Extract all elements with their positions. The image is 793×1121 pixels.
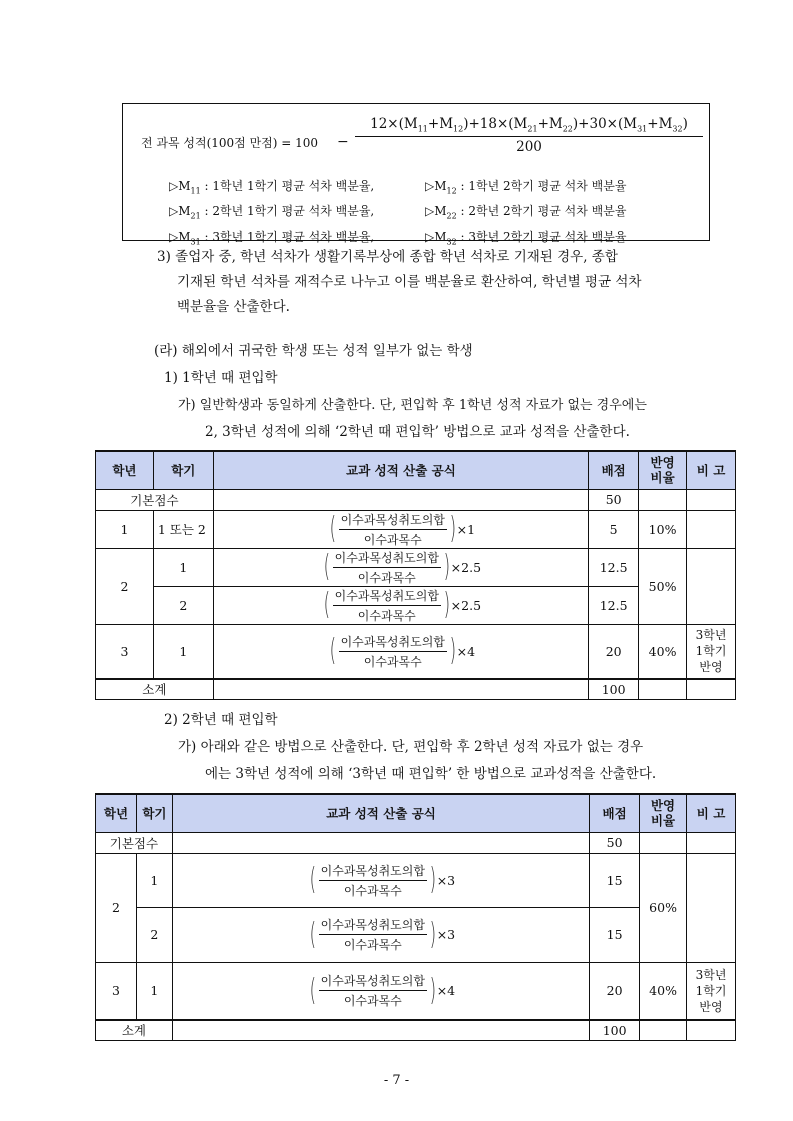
- sub1-ga-line2: 2, 3학년 성적에 의해 ‘2학년 때 편입학’ 방법으로 교과 성적을 산출한다.: [205, 424, 630, 440]
- subtotal-points: 100: [590, 1020, 640, 1040]
- definition-m31: $▷M_{31}$ : 3학년 1학기 평균 석차 백분율,: [169, 229, 375, 247]
- row-ratio: 40%: [640, 962, 687, 1020]
- row-semester: 1: [136, 962, 172, 1020]
- header-points: 배점: [590, 794, 640, 832]
- multiplier: ×2.5: [450, 597, 482, 613]
- formula-definitions: [169, 176, 626, 252]
- header-points: 배점: [589, 451, 639, 489]
- row-year: 1: [96, 510, 154, 548]
- row-note: [687, 510, 736, 548]
- row-semester: 1: [136, 853, 172, 907]
- header-formula: 교과 성적 산출 공식: [213, 451, 588, 489]
- sub2-ga-line2: 에는 3학년 성적에 의해 ‘3학년 때 편입학’ 한 방법으로 교과성적을 산출한다.: [205, 766, 657, 782]
- frac-denominator: 이수과목수: [357, 570, 416, 585]
- definition-m32: $▷M_{32}$ : 3학년 2학기 평균 석차 백분율: [425, 229, 627, 247]
- row-ratio: 60%: [640, 853, 687, 962]
- formula-minus: −: [337, 134, 349, 150]
- row-note: 3학년 1학기 반영: [687, 624, 736, 679]
- section-ra-heading: (라) 해외에서 귀국한 학생 또는 성적 일부가 없는 학생: [154, 343, 473, 359]
- row-semester: 1 또는 2: [153, 510, 213, 548]
- frac-denominator: 이수과목수: [363, 654, 422, 669]
- sub1-title: 1) 1학년 때 편입학: [164, 370, 278, 386]
- multiplier: ×3: [436, 872, 456, 888]
- sub1-ga-line1: 가) 일반학생과 동일하게 산출한다. 단, 편입학 후 1학년 성적 자료가 없는 경우에는: [178, 398, 647, 413]
- definition-m12: $▷M_{12}$ : 1학년 2학기 평균 석차 백분율: [425, 179, 627, 196]
- row-year: 2: [96, 548, 154, 624]
- frac-denominator: 이수과목수: [343, 938, 402, 952]
- row-year: 3: [96, 624, 154, 679]
- subtotal-label: 소계: [96, 679, 214, 699]
- row-ratio: 40%: [639, 624, 687, 679]
- base-score-points: 50: [589, 489, 639, 510]
- subtotal-label: 소계: [96, 1020, 173, 1040]
- base-score-label: 기본점수: [96, 832, 173, 853]
- row-ratio: 50%: [639, 548, 687, 624]
- page-number: - 7 -: [383, 1073, 410, 1088]
- row-formula: ( $\frac{\text{이수과목성취도의합}}{\text{이수과목수}}$ ) ×4: [213, 624, 588, 679]
- row-semester: 1: [153, 548, 213, 586]
- header-note: 비 고: [687, 451, 736, 489]
- multiplier: ×3: [436, 927, 456, 942]
- multiplier: ×4: [456, 643, 476, 659]
- frac-denominator: 이수과목수: [343, 883, 402, 898]
- row-points: 15: [590, 853, 640, 907]
- header-year: 학년: [96, 451, 154, 489]
- row-formula: ( $\frac{\text{이수과목성취도의합}}{\text{이수과목수}}$ ) ×4: [172, 962, 589, 1020]
- row-semester: 1: [153, 624, 213, 679]
- subtotal-points: 100: [589, 679, 639, 699]
- para3-line1: 3) 졸업자 중, 학년 석차가 생활기록부상에 종합 학년 석차로 기재된 경우, 종합: [157, 249, 618, 265]
- definition-m11: $▷M_{11}$ : 1학년 1학기 평균 석차 백분율,: [169, 179, 375, 196]
- row-points: 5: [589, 510, 639, 548]
- row-note: 3학년 1학기 반영: [687, 962, 736, 1020]
- frac-numerator: 이수과목성취도의합: [333, 549, 441, 568]
- definition-m22: $▷M_{22}$ : 2학년 2학기 평균 석차 백분율: [425, 204, 627, 221]
- formula-box: [122, 103, 710, 247]
- frac-numerator: 이수과목성취도의합: [339, 511, 447, 530]
- row-year: 2: [96, 853, 137, 962]
- base-score-formula: [172, 832, 589, 853]
- row-formula: ( $\frac{\text{이수과목성취도의합}}{\text{이수과목수}}$ ) ×2.5: [213, 586, 588, 624]
- row-formula: ( $\frac{\text{이수과목성취도의합}}{\text{이수과목수}}$ ) ×1: [213, 510, 588, 548]
- sub2-title: 2) 2학년 때 편입학: [164, 712, 278, 728]
- frac-denominator: 이수과목수: [343, 994, 402, 1009]
- row-points: 12.5: [589, 548, 639, 586]
- formula-denominator: 200: [516, 138, 542, 155]
- header-semester: 학기: [136, 794, 172, 832]
- row-note: [687, 548, 736, 624]
- row-semester: 2: [153, 586, 213, 624]
- grade-table-2: [95, 793, 736, 1041]
- para3-line3: 백분율을 산출한다.: [177, 299, 290, 315]
- multiplier: ×4: [436, 983, 456, 999]
- sub2-ga-line1: 가) 아래와 같은 방법으로 산출한다. 단, 편입학 후 2학년 성적 자료가 없는 경우: [178, 739, 644, 755]
- grade-table-1: [95, 450, 736, 700]
- frac-numerator: 이수과목성취도의합: [319, 916, 427, 935]
- base-score-formula: [213, 489, 588, 510]
- base-score-points: 50: [590, 832, 640, 853]
- row-note: [687, 853, 736, 962]
- formula-label: 전 과목 성적(100점 만점) = 100: [141, 136, 319, 150]
- row-formula: ( $\frac{\text{이수과목성취도의합}}{\text{이수과목수}}$ ) ×2.5: [213, 548, 588, 586]
- header-formula: 교과 성적 산출 공식: [172, 794, 589, 832]
- row-formula: ( $\frac{\text{이수과목성취도의합}}{\text{이수과목수}}$ ) ×3: [172, 853, 589, 907]
- frac-numerator: 이수과목성취도의합: [339, 633, 447, 652]
- header-ratio: 반영 비율: [640, 794, 687, 832]
- header-year: 학년: [96, 794, 137, 832]
- row-semester: 2: [136, 907, 172, 962]
- frac-numerator: 이수과목성취도의합: [319, 862, 427, 881]
- row-year: 3: [96, 962, 137, 1020]
- frac-denominator: 이수과목수: [357, 608, 416, 623]
- frac-numerator: 이수과목성취도의합: [319, 972, 427, 991]
- row-points: 20: [589, 624, 639, 679]
- row-points: 12.5: [589, 586, 639, 624]
- row-points: 15: [590, 907, 640, 962]
- header-note: 비 고: [687, 794, 736, 832]
- formula-fraction: [355, 116, 703, 155]
- multiplier: ×1: [456, 521, 476, 537]
- para3-line2: 기재된 학년 석차를 재적수로 나누고 이를 백분율로 환산하여, 학년별 평균 석차: [177, 274, 642, 290]
- row-ratio: 10%: [639, 510, 687, 548]
- header-ratio: 반영 비율: [639, 451, 687, 489]
- row-points: 20: [590, 962, 640, 1020]
- header-semester: 학기: [153, 451, 213, 489]
- frac-numerator: 이수과목성취도의합: [333, 587, 441, 606]
- formula-numerator: $12\times(M_{11}+M_{12})+18\times(M_{21}+M_{22})+30\times(M_{31}+M_{32})$: [355, 116, 703, 137]
- frac-denominator: 이수과목수: [363, 532, 422, 547]
- base-score-label: 기본점수: [96, 489, 214, 510]
- multiplier: ×2.5: [450, 559, 482, 575]
- definition-m21: $▷M_{21}$ : 2학년 1학기 평균 석차 백분율,: [169, 204, 375, 221]
- row-formula: ( $\frac{\text{이수과목성취도의합}}{\text{이수과목수}}$ ) ×3: [172, 907, 589, 962]
